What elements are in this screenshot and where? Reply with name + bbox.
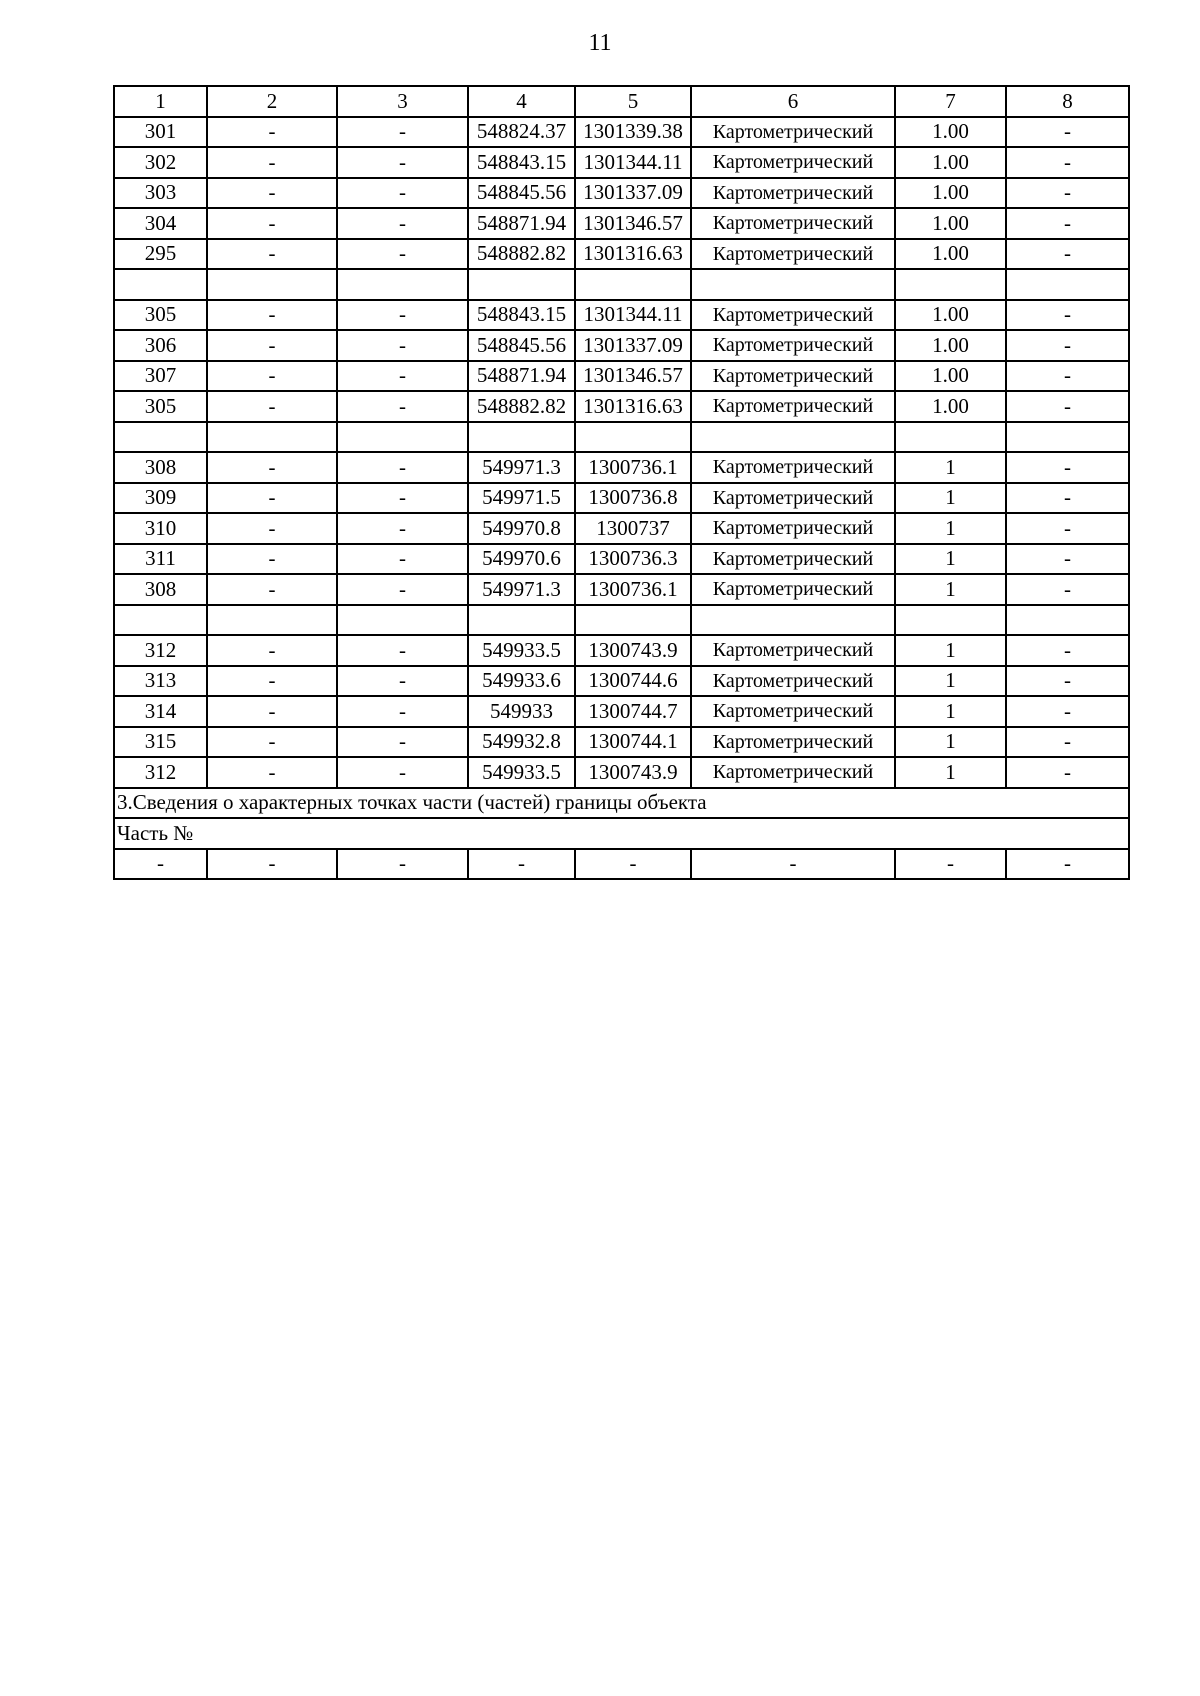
- table-row: [114, 178, 1129, 209]
- table-cell: Картометрический: [691, 330, 895, 361]
- table-row: [114, 757, 1129, 788]
- table-cell: 1: [895, 513, 1006, 544]
- table-cell: 309: [114, 483, 207, 514]
- table-cell: -: [1006, 361, 1129, 392]
- table-cell: 304: [114, 208, 207, 239]
- table-cell: -: [337, 208, 468, 239]
- table-cell: 549970.8: [468, 513, 575, 544]
- table-cell: [895, 269, 1006, 300]
- table-cell: [468, 605, 575, 636]
- table-cell: 1300744.1: [575, 727, 691, 758]
- table-cell: -: [337, 330, 468, 361]
- table-row: [114, 208, 1129, 239]
- table-cell: 311: [114, 544, 207, 575]
- table-cell: [114, 422, 207, 453]
- table-cell: 312: [114, 635, 207, 666]
- table-row-spacer: [114, 605, 1129, 636]
- table-cell: 548843.15: [468, 147, 575, 178]
- table-cell: 305: [114, 300, 207, 331]
- table-cell: 549971.3: [468, 574, 575, 605]
- table-row: [114, 483, 1129, 514]
- table-cell: -: [207, 147, 337, 178]
- table-cell: [114, 269, 207, 300]
- table-cell: Картометрический: [691, 574, 895, 605]
- table-cell: 549933: [468, 696, 575, 727]
- table-cell: -: [207, 544, 337, 575]
- column-header: 8: [1006, 86, 1129, 117]
- table-cell: 1301344.11: [575, 300, 691, 331]
- table-cell: 307: [114, 361, 207, 392]
- table-cell: [575, 422, 691, 453]
- table-row: [114, 330, 1129, 361]
- table-cell: 312: [114, 757, 207, 788]
- table-cell: -: [337, 574, 468, 605]
- table-row: [114, 666, 1129, 697]
- table-cell: -: [207, 330, 337, 361]
- table-cell: -: [114, 849, 207, 880]
- table-cell: Картометрический: [691, 696, 895, 727]
- table-cell: 1301337.09: [575, 178, 691, 209]
- table-cell: 1.00: [895, 239, 1006, 270]
- table-cell: -: [575, 849, 691, 880]
- table-cell: 548845.56: [468, 330, 575, 361]
- table-cell: 1.00: [895, 147, 1006, 178]
- table-cell: 1: [895, 727, 1006, 758]
- table-cell: -: [337, 117, 468, 148]
- table-cell: -: [337, 391, 468, 422]
- table-cell: -: [207, 452, 337, 483]
- table-cell: -: [337, 239, 468, 270]
- table-cell: -: [1006, 544, 1129, 575]
- table-cell: 548871.94: [468, 361, 575, 392]
- table-cell: [1006, 422, 1129, 453]
- table-cell: 1.00: [895, 361, 1006, 392]
- table-cell: 310: [114, 513, 207, 544]
- table-row-spacer: [114, 269, 1129, 300]
- table-cell: 1.00: [895, 117, 1006, 148]
- table-cell: Картометрический: [691, 483, 895, 514]
- table-cell: -: [1006, 849, 1129, 880]
- table-cell: -: [207, 635, 337, 666]
- table-cell: -: [1006, 666, 1129, 697]
- table-body: [114, 86, 1129, 879]
- table-row: [114, 117, 1129, 148]
- table-row: [114, 391, 1129, 422]
- table-cell: Картометрический: [691, 513, 895, 544]
- table-cell: 549933.5: [468, 635, 575, 666]
- table-cell: 1.00: [895, 391, 1006, 422]
- table-cell: 295: [114, 239, 207, 270]
- table-cell: 1300743.9: [575, 635, 691, 666]
- table-cell: 308: [114, 452, 207, 483]
- column-header: 3: [337, 86, 468, 117]
- coordinates-table: [113, 85, 1130, 880]
- table-cell: -: [207, 574, 337, 605]
- table-row: [114, 696, 1129, 727]
- table-cell: -: [337, 544, 468, 575]
- table-row: [114, 635, 1129, 666]
- table-cell: 1300736.3: [575, 544, 691, 575]
- table-cell: 548882.82: [468, 391, 575, 422]
- table-cell: 305: [114, 391, 207, 422]
- table-cell: -: [207, 849, 337, 880]
- table-cell: 1300744.6: [575, 666, 691, 697]
- table-cell: 302: [114, 147, 207, 178]
- table-cell: -: [1006, 178, 1129, 209]
- table-cell: Картометрический: [691, 361, 895, 392]
- table-cell: 1: [895, 483, 1006, 514]
- table-cell: [337, 269, 468, 300]
- table-cell: [575, 605, 691, 636]
- table-row: [114, 361, 1129, 392]
- table-row: [114, 513, 1129, 544]
- table-cell: 1301346.57: [575, 208, 691, 239]
- table-cell: 1.00: [895, 178, 1006, 209]
- table-cell: -: [1006, 696, 1129, 727]
- table-cell: -: [1006, 757, 1129, 788]
- column-header: 2: [207, 86, 337, 117]
- table-cell: -: [207, 239, 337, 270]
- part-label-row: [114, 818, 1129, 849]
- table-cell: Картометрический: [691, 391, 895, 422]
- table-cell: [895, 422, 1006, 453]
- column-header: 6: [691, 86, 895, 117]
- table-cell: Картометрический: [691, 666, 895, 697]
- table-cell: [691, 605, 895, 636]
- table-cell: Картометрический: [691, 300, 895, 331]
- table-cell: 548845.56: [468, 178, 575, 209]
- table-cell: -: [337, 696, 468, 727]
- table-cell: Картометрический: [691, 452, 895, 483]
- table-cell: 1: [895, 757, 1006, 788]
- table-cell: 1301337.09: [575, 330, 691, 361]
- table-row: [114, 147, 1129, 178]
- table-cell: -: [337, 513, 468, 544]
- table-cell: 549933.6: [468, 666, 575, 697]
- table-cell: 313: [114, 666, 207, 697]
- table-cell: -: [207, 727, 337, 758]
- table-cell: -: [207, 117, 337, 148]
- table-cell: [895, 605, 1006, 636]
- table-cell: -: [1006, 727, 1129, 758]
- table-cell: [114, 605, 207, 636]
- table-cell: Картометрический: [691, 117, 895, 148]
- table-cell: 306: [114, 330, 207, 361]
- table-cell: 1301316.63: [575, 239, 691, 270]
- table-cell: Картометрический: [691, 727, 895, 758]
- table-cell: [468, 422, 575, 453]
- table-cell: 1: [895, 544, 1006, 575]
- table-cell: [207, 269, 337, 300]
- table-cell: -: [337, 178, 468, 209]
- table-cell: 1300736.1: [575, 574, 691, 605]
- table-cell: 303: [114, 178, 207, 209]
- table-cell: 548882.82: [468, 239, 575, 270]
- table-cell: -: [337, 452, 468, 483]
- page-number: 11: [588, 30, 612, 56]
- table-cell: 548871.94: [468, 208, 575, 239]
- table-cell: -: [468, 849, 575, 880]
- table-cell: -: [1006, 117, 1129, 148]
- table-cell: -: [207, 391, 337, 422]
- table-cell: [337, 605, 468, 636]
- table-cell: [468, 269, 575, 300]
- table-cell: Картометрический: [691, 239, 895, 270]
- table-cell: 1: [895, 696, 1006, 727]
- table-cell: -: [337, 483, 468, 514]
- table-cell: [1006, 605, 1129, 636]
- table-cell: -: [207, 666, 337, 697]
- table-cell: 548843.15: [468, 300, 575, 331]
- column-header: 4: [468, 86, 575, 117]
- part-row: [114, 849, 1129, 880]
- table-cell: 1: [895, 452, 1006, 483]
- table-cell: 549971.3: [468, 452, 575, 483]
- table-cell: 1301344.11: [575, 147, 691, 178]
- table-cell: 1300736.1: [575, 452, 691, 483]
- table-cell: -: [1006, 391, 1129, 422]
- table-cell: -: [337, 727, 468, 758]
- table-cell: 314: [114, 696, 207, 727]
- table-cell: 549970.6: [468, 544, 575, 575]
- table-row: [114, 544, 1129, 575]
- table-cell: [1006, 269, 1129, 300]
- table-cell: 1300743.9: [575, 757, 691, 788]
- table-cell: 1: [895, 666, 1006, 697]
- part-label: Часть №: [114, 818, 1129, 849]
- table-cell: 549933.5: [468, 757, 575, 788]
- table-cell: -: [691, 849, 895, 880]
- table-row: [114, 239, 1129, 270]
- table-cell: Картометрический: [691, 635, 895, 666]
- table-cell: -: [207, 513, 337, 544]
- table-cell: 1.00: [895, 208, 1006, 239]
- table-cell: 1.00: [895, 330, 1006, 361]
- table-cell: 1301316.63: [575, 391, 691, 422]
- table-cell: -: [207, 757, 337, 788]
- table-cell: -: [1006, 452, 1129, 483]
- table-cell: 1300736.8: [575, 483, 691, 514]
- table-cell: [337, 422, 468, 453]
- table-cell: 308: [114, 574, 207, 605]
- table-cell: -: [207, 696, 337, 727]
- table-cell: 548824.37: [468, 117, 575, 148]
- column-header: 1: [114, 86, 207, 117]
- table-cell: 549971.5: [468, 483, 575, 514]
- table-cell: -: [1006, 483, 1129, 514]
- table-row: [114, 300, 1129, 331]
- table-cell: -: [1006, 574, 1129, 605]
- table-cell: -: [337, 635, 468, 666]
- table-cell: -: [337, 757, 468, 788]
- table-cell: 1.00: [895, 300, 1006, 331]
- column-header: 5: [575, 86, 691, 117]
- table-cell: -: [337, 361, 468, 392]
- table-cell: -: [337, 300, 468, 331]
- table-cell: -: [1006, 330, 1129, 361]
- table-cell: -: [207, 300, 337, 331]
- table-cell: 1300744.7: [575, 696, 691, 727]
- table-cell: 1301339.38: [575, 117, 691, 148]
- section-title-row: [114, 788, 1129, 819]
- table-cell: [691, 422, 895, 453]
- table-cell: 1301346.57: [575, 361, 691, 392]
- table-row: [114, 727, 1129, 758]
- table-cell: 301: [114, 117, 207, 148]
- table-row: [114, 574, 1129, 605]
- table-cell: Картометрический: [691, 178, 895, 209]
- table-cell: 1: [895, 635, 1006, 666]
- section-title: 3.Сведения о характерных точках части (частей) границы объекта: [114, 788, 1129, 819]
- column-header: 7: [895, 86, 1006, 117]
- table-cell: [575, 269, 691, 300]
- table-cell: Картометрический: [691, 757, 895, 788]
- table-cell: Картометрический: [691, 544, 895, 575]
- table-cell: -: [1006, 635, 1129, 666]
- table-cell: Картометрический: [691, 208, 895, 239]
- table-cell: -: [207, 208, 337, 239]
- table-cell: -: [207, 483, 337, 514]
- table-cell: [691, 269, 895, 300]
- table-cell: [207, 422, 337, 453]
- table-cell: -: [337, 849, 468, 880]
- table-cell: -: [1006, 208, 1129, 239]
- table-cell: -: [1006, 147, 1129, 178]
- table-cell: -: [337, 147, 468, 178]
- table-cell: -: [1006, 513, 1129, 544]
- table-cell: 549932.8: [468, 727, 575, 758]
- table-cell: -: [1006, 300, 1129, 331]
- table-cell: -: [207, 361, 337, 392]
- table-cell: -: [337, 666, 468, 697]
- table-cell: [207, 605, 337, 636]
- table-cell: 315: [114, 727, 207, 758]
- table-cell: 1300737: [575, 513, 691, 544]
- table-cell: -: [207, 178, 337, 209]
- table-row-spacer: [114, 422, 1129, 453]
- table-cell: -: [895, 849, 1006, 880]
- table-cell: -: [1006, 239, 1129, 270]
- table-cell: Картометрический: [691, 147, 895, 178]
- table-header-row: [114, 86, 1129, 117]
- table-row: [114, 452, 1129, 483]
- table-cell: 1: [895, 574, 1006, 605]
